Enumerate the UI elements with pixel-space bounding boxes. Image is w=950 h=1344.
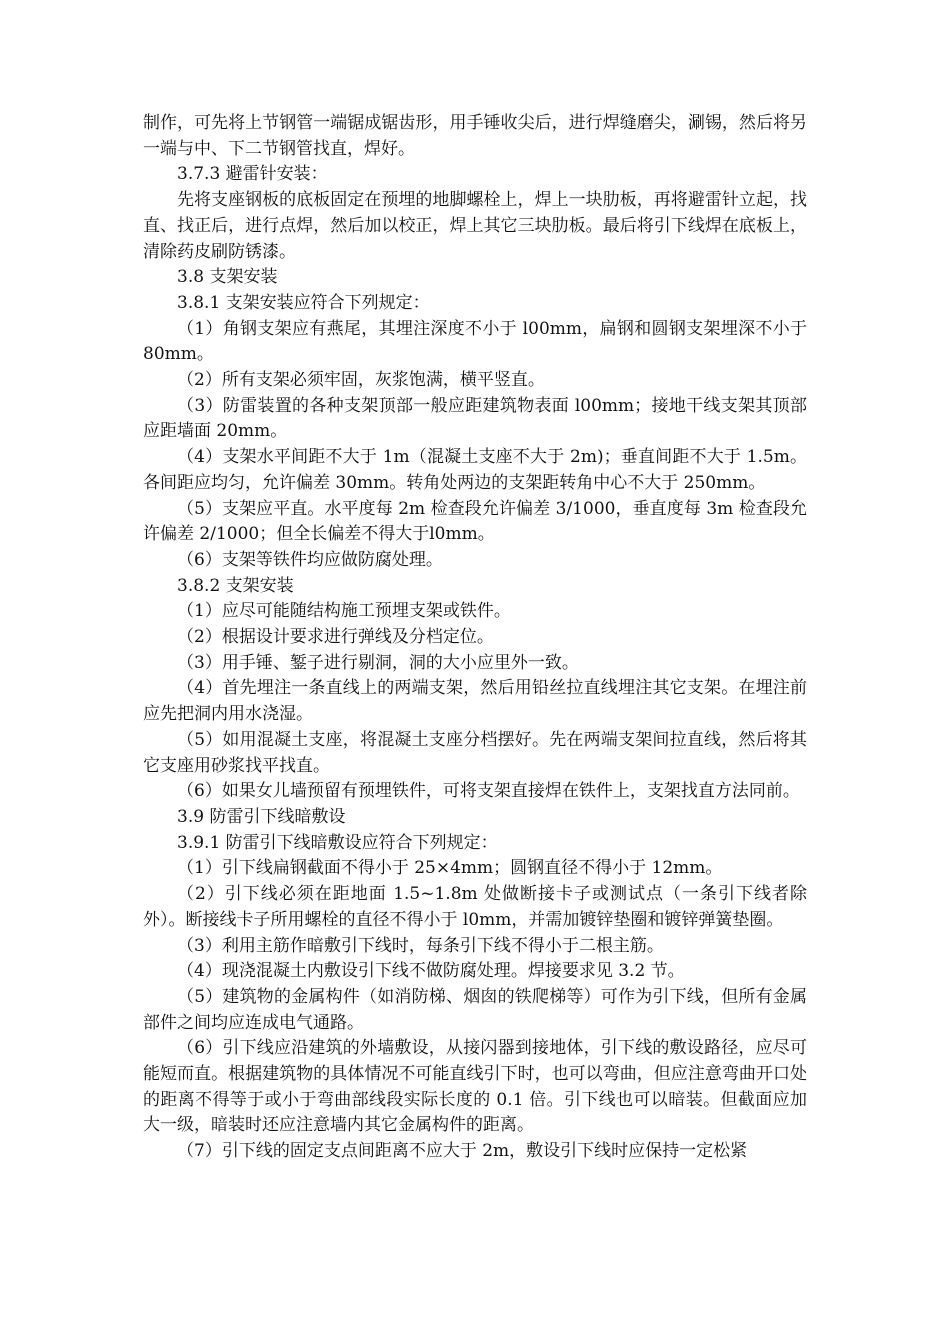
paragraph: （1）角钢支架应有燕尾，其埋注深度不小于 l00mm，扁钢和圆钢支架埋深不小于 80mm。 bbox=[143, 318, 807, 365]
paragraph: （4）现浇混凝土内敷设引下线不做防腐处理。焊接要求见 3.2 节。 bbox=[177, 961, 685, 982]
paragraph: （7）引下线的固定支点间距离不应大于 2m，敷设引下线时应保持一定松紧 bbox=[177, 1141, 748, 1162]
paragraph: （1）引下线扁钢截面不得小于 25×4mm；圆钢直径不得小于 12mm。 bbox=[177, 858, 723, 879]
paragraph: （5）建筑物的金属构件（如消防梯、烟囱的铁爬梯等）可作为引下线，但所有金属部件之间均应连成电气通路。 bbox=[143, 986, 807, 1033]
paragraph: 3.8.1 支架安装应符合下列规定： bbox=[177, 292, 430, 313]
paragraph: （6）如果女儿墙预留有预埋铁件，可将支架直接焊在铁件上，支架找直方法同前。 bbox=[177, 781, 800, 802]
paragraph: （6）支架等铁件均应做防腐处理。 bbox=[177, 549, 443, 570]
paragraph: 3.9 防雷引下线暗敷设 bbox=[177, 806, 346, 827]
paragraph: （1）应尽可能随结构施工预埋支架或铁件。 bbox=[177, 601, 511, 622]
paragraph: 3.9.1 防雷引下线暗敷设应符合下列规定： bbox=[177, 832, 498, 853]
paragraph: 3.8 支架安装 bbox=[177, 267, 278, 288]
paragraph: 制作，可先将上节钢管一端锯成锯齿形，用手锤收尖后，进行焊缝磨尖，涮锡，然后将另一端与中、下二节钢管找直，焊好。 bbox=[143, 113, 807, 159]
paragraph: （5）如用混凝土支座，将混凝土支座分档摆好。先在两端支架间拉直线，然后将其它支座用砂浆找平找直。 bbox=[143, 729, 807, 776]
paragraph: （2）所有支架必须牢固，灰浆饱满，横平竖直。 bbox=[177, 370, 545, 391]
paragraph: （2）引下线必须在距地面 1.5~1.8m 处做断接卡子或测试点（一条引下线者除外）。断接线卡子所用螺栓的直径不得小于 l0mm，并需加镀锌垫圈和镀锌弹簧垫圈。 bbox=[143, 884, 807, 930]
paragraph: （4）首先埋注一条直线上的两端支架，然后用铅丝拉直线埋注其它支架。在埋注前应先把洞内用水浇湿。 bbox=[143, 678, 807, 725]
paragraph: （2）根据设计要求进行弹线及分档定位。 bbox=[177, 627, 494, 648]
paragraph: （5）支架应平直。水平度每 2m 检查段允许偏差 3/1000，垂直度每 3m 检查段允许偏差 2/1000；但全长偏差不得大于l0mm。 bbox=[143, 498, 807, 545]
paragraph: （3）防雷装置的各种支架顶部一般应距建筑物表面 l00mm；接地干线支架其顶部应距墙面 20mm。 bbox=[143, 395, 807, 442]
paragraph: 先将支座钢板的底板固定在预埋的地脚螺栓上，焊上一块肋板，再将避雷针立起，找直、找正后，进行点焊，然后加以校正，焊上其它三块肋板。最后将引下线焊在底板上，清除药皮刷防锈漆。 bbox=[143, 190, 807, 262]
paragraph: （4）支架水平间距不大于 1m（混凝土支座不大于 2m)；垂直间距不大于 1.5m。各间距应均匀，允许偏差 30mm。转角处两边的支架距转角中心不大于 250mm。 bbox=[143, 447, 807, 493]
paragraph: （3）用手锤、錾子进行剔洞，洞的大小应里外一致。 bbox=[177, 652, 579, 673]
paragraph: （3）利用主筋作暗敷引下线时，每条引下线不得小于二根主筋。 bbox=[177, 935, 664, 956]
paragraph: （6）引下线应沿建筑的外墙敷设，从接闪器到接地体，引下线的敷设路径，应尽可能短而直。根据建筑物的具体情况不可能直线引下时，也可以弯曲，但应注意弯曲开口处的距离不得等于或小于弯曲部线段实际长度的 0.1 倍。引下线也可以暗装。但截面应加大一级，暗装时还应注意墙内其它金属构件的距离。 bbox=[143, 1038, 807, 1136]
paragraph: 3.8.2 支架安装 bbox=[177, 575, 294, 596]
document-body bbox=[143, 111, 807, 1165]
paragraph: 3.7.3 避雷针安装： bbox=[177, 164, 328, 185]
